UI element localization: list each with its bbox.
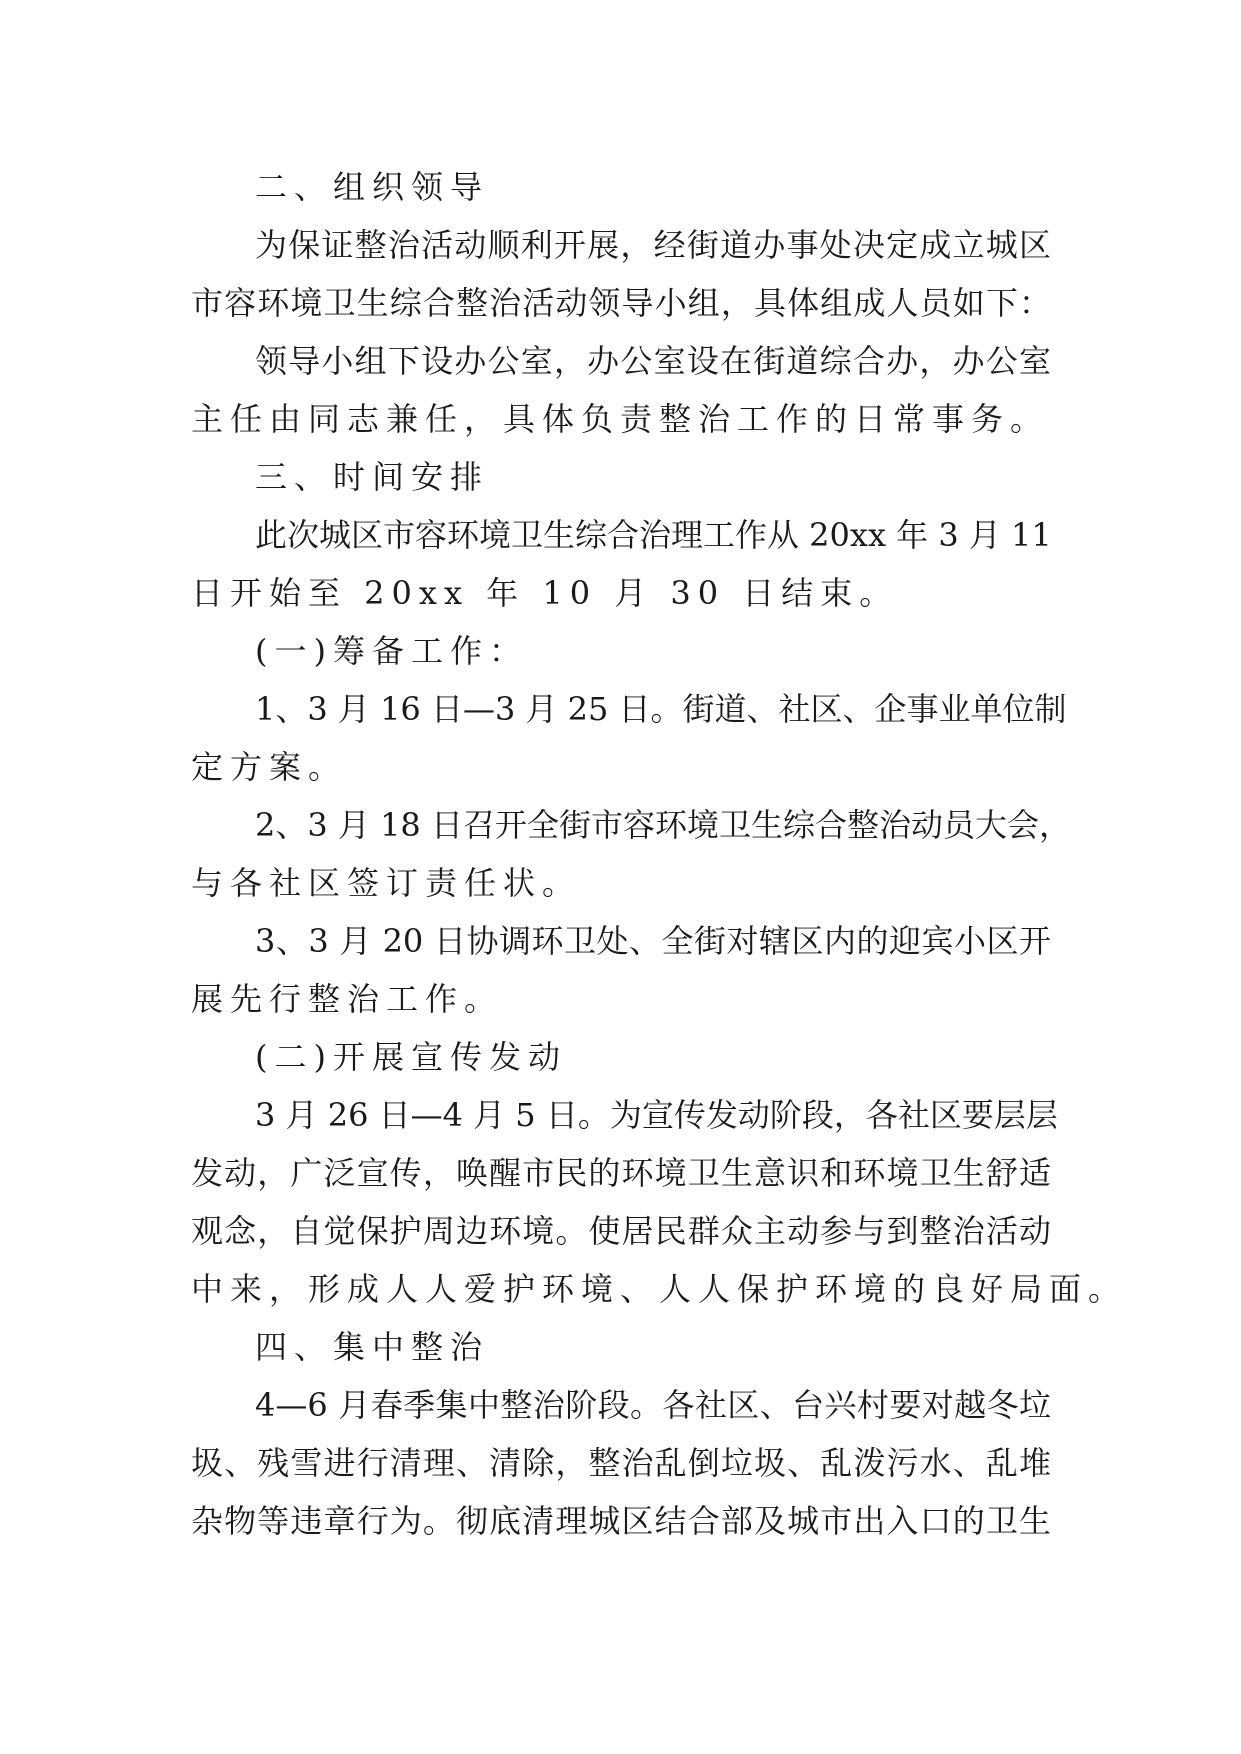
text-line: 3 月 26 日—4 月 5 日。为宣传发动阶段，各社区要层层 <box>255 1096 1058 1134</box>
text-line: 市容环境卫生综合整治活动领导小组，具体组成人员如下： <box>191 284 1051 322</box>
text-line: 二、组织领导 <box>255 168 490 206</box>
text-line: 为保证整治活动顺利开展，经街道办事处决定成立城区 <box>255 226 1051 264</box>
text-line: 展先行整治工作。 <box>191 980 504 1018</box>
text-line: 发动，广泛宣传，唤醒市民的环境卫生意识和环境卫生舒适 <box>191 1154 1051 1192</box>
text-line: (一)筹备工作： <box>255 632 528 670</box>
text-line: 领导小组下设办公室，办公室设在街道综合办，办公室 <box>255 342 1051 380</box>
text-line: 杂物等违章行为。彻底清理城区结合部及城市出入口的卫生 <box>191 1502 1051 1540</box>
text-line: 日开始至 20xx 年 10 月 30 日结束。 <box>191 574 899 612</box>
text-line: 三、时间安排 <box>255 458 490 496</box>
text-line: 定方案。 <box>191 748 348 786</box>
text-line: 主任由同志兼任，具体负责整治工作的日常事务。 <box>191 400 1050 438</box>
text-line: 四、集中整治 <box>255 1328 490 1366</box>
text-line: 圾、残雪进行清理、清除，整治乱倒垃圾、乱泼污水、乱堆 <box>191 1444 1051 1482</box>
text-line: (二)开展宣传发动 <box>255 1038 567 1076</box>
text-line: 2、3 月 18 日召开全街市容环境卫生综合整治动员大会， <box>255 806 1071 844</box>
document-body <box>191 158 1128 1550</box>
text-line: 此次城区市容环境卫生综合治理工作从 20xx 年 3 月 11 <box>255 516 1052 554</box>
text-line: 4—6 月春季集中整治阶段。各社区、台兴村要对越冬垃 <box>255 1386 1051 1424</box>
text-line: 与各社区签订责任状。 <box>191 864 582 902</box>
text-line: 3、3 月 20 日协调环卫处、全街对辖区内的迎宾小区开 <box>255 922 1051 960</box>
text-line: 中来，形成人人爱护环境、人人保护环境的良好局面。 <box>191 1270 1128 1308</box>
text-line: 1、3 月 16 日—3 月 25 日。街道、社区、企事业单位制 <box>255 690 1067 728</box>
text-line: 观念，自觉保护周边环境。使居民群众主动参与到整治活动 <box>191 1212 1051 1250</box>
